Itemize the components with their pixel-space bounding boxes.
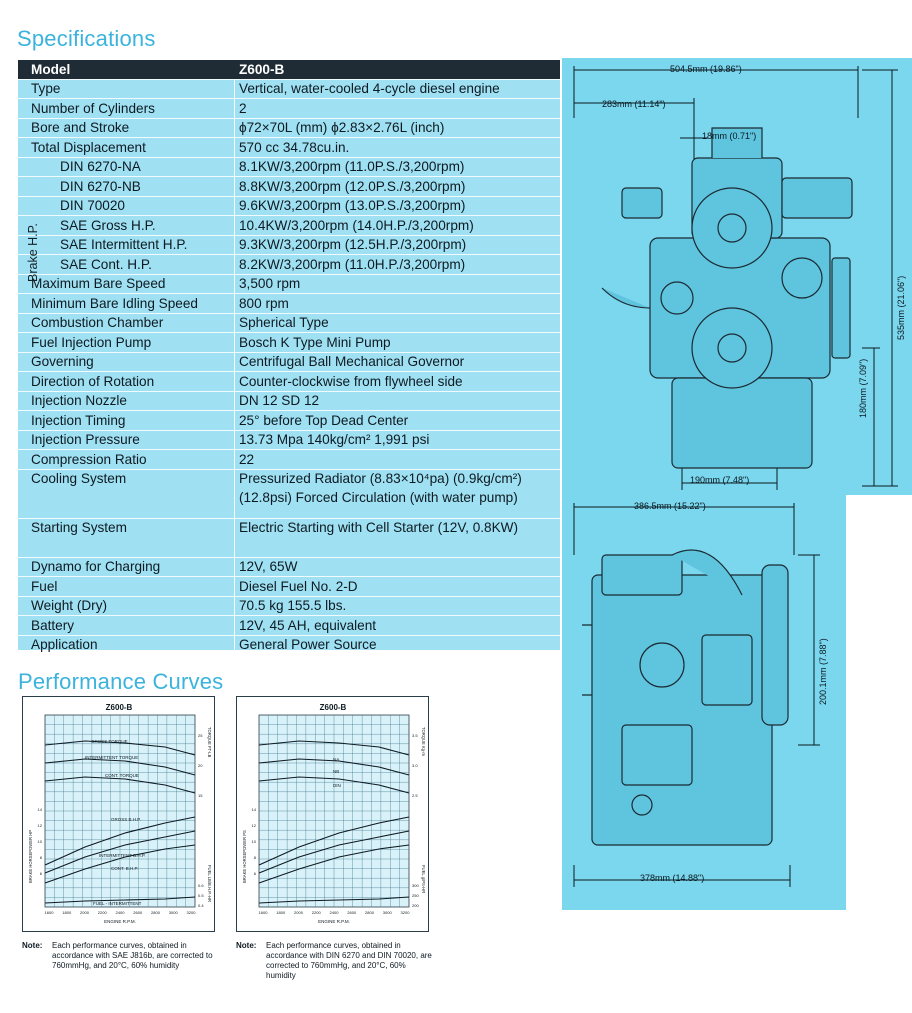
row-label: Compression Ratio — [31, 451, 147, 467]
table-row — [18, 596, 560, 616]
y-fuel-tick-label: 250 — [412, 893, 419, 898]
table-row — [18, 99, 560, 119]
table-row — [18, 518, 560, 557]
row-label: Fuel Injection Pump — [31, 334, 152, 350]
y-fuel-axis-label: FUEL LB/B.H.P.-HR — [207, 865, 212, 903]
y-left-tick-label: 6 — [253, 871, 256, 876]
row-label: Maximum Bare Speed — [31, 276, 166, 291]
row-value: 8.2KW/3,200rpm (11.0H.P./3,200rpm) — [239, 256, 466, 272]
row-separator — [18, 449, 560, 450]
row-value: 12V, 45 AH, equivalent — [239, 617, 377, 633]
row-value: 9.6KW/3,200rpm (13.0P.S./3,200rpm) — [239, 198, 466, 213]
row-value: DN 12 SD 12 — [239, 393, 320, 408]
y-left-tick-label: 14 — [251, 807, 256, 812]
curve-label: NB — [333, 769, 340, 774]
performance-chart-sae-graphic — [23, 697, 216, 933]
y-right-tick-label: 20 — [198, 763, 203, 768]
row-separator — [18, 274, 560, 275]
note-text: Each performance curves, obtained in accordance with SAE J816b, are corrected to 760mmHg, and 20°C, 60% humidity — [52, 941, 213, 970]
dimension-side-top-width: 386.5mm (15.22") — [634, 501, 706, 511]
row-separator — [18, 254, 560, 255]
x-tick-label: 3000 — [168, 910, 178, 915]
row-label: Minimum Bare Idling Speed — [31, 295, 198, 311]
row-separator — [18, 371, 560, 372]
row-value: ϕ72×70L (mm) ϕ2.83×2.76L (inch) — [239, 120, 445, 135]
y-left-tick-label: 8 — [39, 855, 42, 860]
row-separator — [18, 293, 560, 294]
row-value: 22 — [239, 451, 255, 467]
row-value: Diesel Fuel No. 2-D — [239, 578, 358, 594]
y-left-tick-label: 10 — [251, 839, 256, 844]
row-label: Battery — [31, 617, 75, 633]
performance-chart-sae — [22, 696, 215, 932]
x-tick-label: 1800 — [62, 910, 72, 915]
table-row — [18, 577, 560, 597]
y-left-tick-label: 8 — [253, 855, 256, 860]
chart-title: Z600-B — [105, 703, 133, 712]
row-separator — [18, 118, 560, 119]
table-row — [18, 411, 560, 431]
row-label: DIN 6270-NA — [60, 159, 141, 174]
x-tick-label: 1800 — [276, 910, 286, 915]
table-row — [18, 372, 560, 392]
table-row — [18, 216, 560, 236]
table-row — [18, 430, 560, 450]
row-value: 9.3KW/3,200rpm (12.5H.P./3,200rpm) — [239, 237, 467, 252]
curve-label: CONT. TORQUE — [105, 773, 139, 778]
row-separator — [18, 137, 560, 138]
note-din — [236, 941, 436, 981]
note-text: Each performance curves, obtained in accordance with DIN 6270 and DIN 70020, are corrected to 760mmHg, and 20°C, 60% humidity — [266, 941, 432, 980]
row-label: SAE Cont. H.P. — [60, 256, 152, 272]
x-tick-label: 1600 — [258, 910, 268, 915]
table-row — [18, 450, 560, 470]
row-value: 13.73 Mpa 140kg/cm² 1,991 psi — [239, 432, 430, 447]
table-row — [18, 235, 560, 255]
table-header-row — [18, 60, 560, 79]
row-value: 12V, 65W — [239, 559, 298, 574]
brake-hp-group-label: Brake H.P. — [26, 223, 40, 282]
y-right-tick-label: 25 — [198, 733, 203, 738]
table-row — [18, 352, 560, 372]
row-separator — [18, 215, 560, 216]
row-label: Application — [31, 637, 98, 652]
row-value: 570 cc 34.78cu.in. — [239, 139, 350, 155]
row-value: 70.5 kg 155.5 lbs. — [239, 598, 347, 613]
curve-label: INTERMITTENT TORQUE — [85, 755, 139, 760]
curve-label: CONT. B.H.P. — [111, 866, 139, 871]
curve-label: GROSS B.H.P. — [111, 817, 141, 822]
row-label: Governing — [31, 354, 94, 369]
row-label: Starting System — [31, 520, 127, 535]
y-fuel-tick-label: 200 — [412, 903, 419, 908]
row-separator — [18, 313, 560, 314]
y-fuel-axis-label: FUEL g/PS-HR — [421, 865, 426, 894]
row-label: Weight (Dry) — [31, 598, 108, 613]
y-right-tick-label: 2.5 — [412, 793, 418, 798]
y-fuel-tick-label: 0.5 — [198, 893, 204, 898]
engine-side-view-graphic — [562, 495, 846, 910]
performance-chart-din — [236, 696, 429, 932]
curve-label: GROSS TORQUE — [91, 739, 128, 744]
dimension-lower-height: 180mm (7.09") — [858, 358, 868, 418]
row-separator — [18, 518, 560, 519]
x-tick-label: 2800 — [365, 910, 374, 915]
row-label: Fuel — [31, 578, 58, 594]
y-right-axis-label: TORQUE Kg-m — [421, 727, 426, 757]
dimension-height: 535mm (21.06") — [896, 275, 906, 340]
row-value: Pressurized Radiator (8.83×10⁴pa) (0.9kg/cm²) (12.8psi) Forced Circulation (with water pump) — [239, 471, 522, 505]
note-label: Note: — [22, 941, 43, 950]
row-label: Bore and Stroke — [31, 120, 130, 135]
row-separator — [18, 235, 560, 236]
y-left-tick-label: 12 — [251, 823, 256, 828]
y-left-tick-label: 6 — [39, 871, 42, 876]
x-tick-label: 3200 — [186, 910, 196, 915]
dimension-side-base-width: 378mm (14.88") — [640, 873, 705, 883]
engine-front-view-drawing — [562, 58, 912, 495]
row-separator — [18, 79, 560, 80]
table-row — [18, 118, 560, 138]
x-tick-label: 2000 — [80, 910, 89, 915]
x-tick-label: 3000 — [382, 910, 392, 915]
row-separator — [18, 352, 560, 353]
y-left-axis-label: BRAKE HORSEPOWER HP — [28, 829, 33, 883]
row-separator — [18, 410, 560, 411]
dimension-base-width: 190mm (7.48") — [690, 475, 750, 485]
note-sae — [22, 941, 222, 971]
row-value: 25° before Top Dead Center — [239, 412, 409, 428]
header-value: Z600-B — [239, 62, 285, 77]
note-label: Note: — [236, 941, 257, 950]
performance-chart-din-graphic — [237, 697, 430, 933]
x-tick-label: 2200 — [311, 910, 321, 915]
x-tick-label: 2400 — [329, 910, 339, 915]
row-value: 800 rpm — [239, 295, 289, 311]
row-label: Type — [31, 81, 61, 96]
row-separator — [18, 576, 560, 577]
y-fuel-tick-label: 300 — [412, 883, 419, 888]
table-row — [18, 274, 560, 294]
row-label: SAE Gross H.P. — [60, 217, 156, 233]
table-row — [18, 196, 560, 216]
table-row — [18, 333, 560, 353]
row-separator — [18, 196, 560, 197]
row-label: Cooling System — [31, 471, 127, 486]
table-row — [18, 157, 560, 177]
row-label: Total Displacement — [31, 139, 146, 155]
dimension-side-height: 200.1mm (7.88") — [818, 638, 828, 705]
table-row — [18, 635, 560, 650]
dimension-left-offset: 283mm (11.14") — [602, 99, 666, 109]
dimension-small-offset: 18mm (0.71") — [702, 131, 757, 141]
curve-label: FUEL - INTERMITTENT — [93, 901, 142, 906]
row-separator — [18, 430, 560, 431]
table-row — [18, 255, 560, 275]
curve-label: INTERMITTENT B.H.P. — [99, 853, 146, 858]
x-tick-label: 2400 — [115, 910, 125, 915]
x-tick-label: 2600 — [347, 910, 357, 915]
row-separator — [18, 615, 560, 616]
engine-side-view-drawing — [562, 495, 846, 910]
table-row — [18, 391, 560, 411]
row-label: SAE Intermittent H.P. — [60, 237, 188, 252]
row-label: Dynamo for Charging — [31, 559, 161, 574]
row-value: 8.8KW/3,200rpm (12.0P.S./3,200rpm) — [239, 178, 466, 194]
x-tick-label: 2000 — [294, 910, 303, 915]
row-value: Bosch K Type Mini Pump — [239, 334, 391, 350]
row-value: Vertical, water-cooled 4-cycle diesel engine — [239, 81, 500, 96]
y-left-axis-label: BRAKE HORSEPOWER PS — [242, 830, 247, 883]
curve-label: NA — [333, 757, 340, 762]
y-right-tick-label: 15 — [198, 793, 203, 798]
y-fuel-tick-label: 0.4 — [198, 903, 204, 908]
x-tick-label: 1600 — [44, 910, 54, 915]
row-value: Centrifugal Ball Mechanical Governor — [239, 354, 465, 369]
row-separator — [18, 332, 560, 333]
specifications-title: Specifications — [17, 26, 156, 51]
row-value: Counter-clockwise from flywheel side — [239, 373, 463, 389]
row-separator — [18, 176, 560, 177]
table-row — [18, 177, 560, 197]
header-label: Model — [31, 62, 71, 77]
table-row — [18, 294, 560, 314]
table-row — [18, 469, 560, 518]
row-value: 8.1KW/3,200rpm (11.0P.S./3,200rpm) — [239, 159, 465, 174]
y-right-axis-label: TORQUE FT-LB — [207, 727, 212, 758]
row-label: Injection Pressure — [31, 432, 140, 447]
y-fuel-tick-label: 0.6 — [198, 883, 204, 888]
table-row — [18, 557, 560, 577]
y-left-tick-label: 14 — [37, 807, 42, 812]
row-separator — [18, 157, 560, 158]
y-right-tick-label: 3.5 — [412, 733, 418, 738]
x-tick-label: 2200 — [97, 910, 107, 915]
row-label: Number of Cylinders — [31, 100, 155, 116]
x-tick-label: 2800 — [151, 910, 160, 915]
engine-front-view-graphic — [562, 58, 912, 495]
row-separator — [18, 596, 560, 597]
row-value: Electric Starting with Cell Starter (12V, 0.8KW) — [239, 520, 519, 535]
row-separator — [18, 391, 560, 392]
dimension-overall-width: 504.5mm (19.86") — [670, 64, 742, 74]
row-separator — [18, 469, 560, 470]
row-label: Injection Nozzle — [31, 393, 127, 408]
row-value: 10.4KW/3,200rpm (14.0H.P./3,200rpm) — [239, 217, 474, 233]
row-separator — [18, 635, 560, 636]
row-separator — [18, 98, 560, 99]
performance-curves-title: Performance Curves — [18, 669, 224, 694]
x-axis-label: ENGINE R.P.M. — [318, 919, 350, 924]
curve-label: DIN — [333, 783, 341, 788]
row-label: DIN 70020 — [60, 198, 125, 213]
x-tick-label: 3200 — [400, 910, 410, 915]
table-row — [18, 313, 560, 333]
y-left-tick-label: 10 — [37, 839, 42, 844]
specifications-table — [18, 60, 560, 650]
y-right-tick-label: 3.0 — [412, 763, 418, 768]
row-label: Combustion Chamber — [31, 315, 164, 330]
row-value: General Power Source — [239, 637, 377, 652]
row-label: DIN 6270-NB — [60, 178, 141, 194]
table-row — [18, 138, 560, 158]
row-label: Direction of Rotation — [31, 373, 155, 389]
row-value: 2 — [239, 100, 247, 116]
row-value: Spherical Type — [239, 315, 329, 330]
table-row — [18, 79, 560, 99]
x-tick-label: 2600 — [133, 910, 143, 915]
row-value: 3,500 rpm — [239, 276, 301, 291]
table-row — [18, 616, 560, 636]
row-separator — [18, 557, 560, 558]
row-label: Injection Timing — [31, 412, 126, 428]
chart-title: Z600-B — [319, 703, 347, 712]
y-left-tick-label: 12 — [37, 823, 42, 828]
x-axis-label: ENGINE R.P.M. — [104, 919, 136, 924]
